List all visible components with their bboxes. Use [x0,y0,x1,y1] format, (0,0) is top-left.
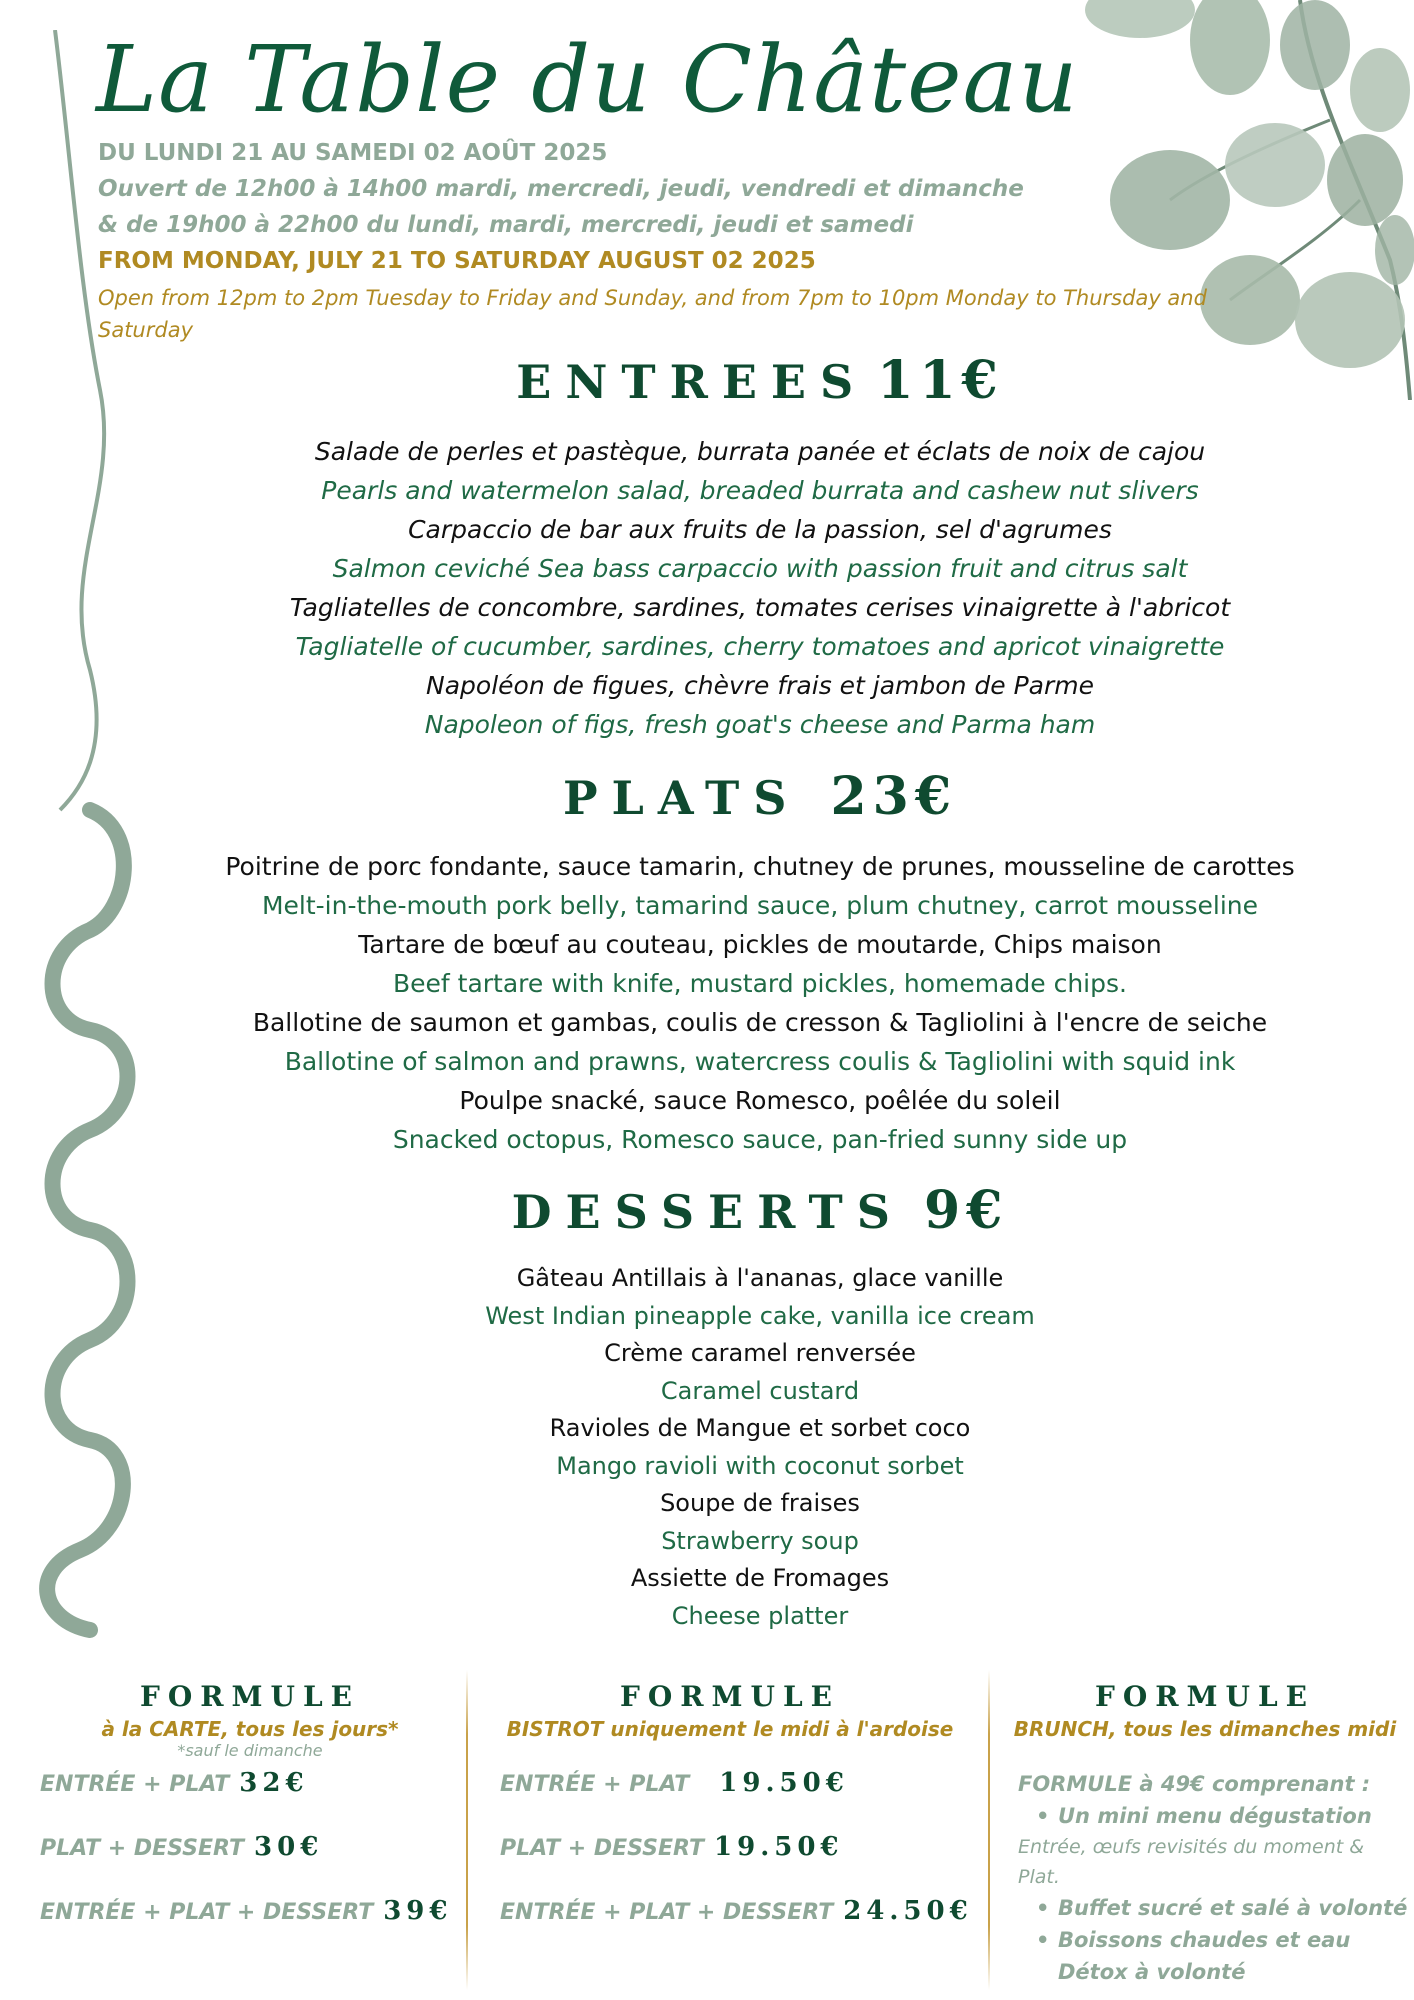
formule-brunch [1000,1680,1410,1741]
formule-price: 24.50€ [843,1896,973,1926]
list-item: Ballotine of salmon and prawns, watercress coulis & Tagliolini with squid ink [284,1047,1236,1076]
list-item: Carpaccio de bar aux fruits de la passion, sel d'agrumes [408,515,1112,544]
formule-carte-row [40,1832,323,1862]
plats-heading [150,766,1370,827]
formule-bistrot-title: FORMULE [620,1680,840,1713]
formule-label: PLAT + DESSERT [40,1836,245,1861]
desserts-list [150,1260,1370,1635]
formule-brunch-subtitle: BRUNCH, tous les dimanches midi [1013,1717,1397,1741]
formule-carte-note: *sauf le dimanche [177,1741,323,1760]
formule-bistrot-row [500,1832,844,1862]
brunch-bullet: • Boissons chaudes et eau Détox à volonté [1018,1924,1408,1988]
list-item: Poitrine de porc fondante, sauce tamarin, chutney de prunes, mousseline de carottes [225,852,1295,881]
list-item: Pearls and watermelon salad, breaded burrata and cashew nut slivers [321,476,1199,505]
formule-divider-2 [988,1670,990,1990]
brunch-intro: FORMULE à 49€ comprenant : [1018,1772,1371,1796]
english-dates: FROM MONDAY, JULY 21 TO SATURDAY AUGUST 02 2025 [98,248,816,274]
formule-carte-row [40,1896,452,1926]
list-item: Poulpe snacké, sauce Romesco, poêlée du soleil [459,1086,1061,1115]
formule-carte-title: FORMULE [140,1680,360,1713]
formule-brunch-details [1018,1768,1408,1988]
formule-price: 32€ [239,1768,309,1798]
list-item: Napoléon de figues, chèvre frais et jambon de Parme [426,671,1094,700]
formule-carte-subtitle: à la CARTE, tous les jours* [101,1717,399,1741]
list-item: West Indian pineapple cake, vanilla ice cream [485,1301,1035,1330]
list-item: Ravioles de Mangue et sorbet coco [549,1414,971,1442]
french-dates: DU LUNDI 21 AU SAMEDI 02 AOÛT 2025 [98,140,608,166]
desserts-heading [150,1180,1370,1241]
formule-price: 39€ [383,1896,453,1926]
brunch-detail: Entrée, œufs revisités du moment & Plat. [1018,1836,1365,1888]
entrees-price: 11€ [877,350,1004,411]
formule-label: ENTRÉE + PLAT [500,1772,690,1797]
formule-bistrot-row [500,1768,849,1798]
brunch-bullet: • Un mini menu dégustation [1018,1800,1408,1832]
list-item: Tagliatelle of cucumber, sardines, cherry tomatoes and apricot vinaigrette [295,632,1225,661]
entrees-title: ENTREES [516,355,868,409]
english-hours: Open from 12pm to 2pm Tuesday to Friday and Sunday, and from 7pm to 10pm Monday to Thursday and Saturday [98,286,1207,342]
formule-carte-row [40,1768,309,1798]
list-item: Strawberry soup [661,1526,859,1555]
french-hours-dinner: & de 19h00 à 22h00 du lundi, mardi, mercredi, jeudi et samedi [98,212,914,238]
list-item: Tartare de bœuf au couteau, pickles de moutarde, Chips maison [358,930,1162,959]
restaurant-title: La Table du Château [96,26,1079,133]
plats-title: PLATS [562,771,801,825]
brunch-bullet: • Buffet sucré et salé à volonté [1018,1892,1408,1924]
list-item: Salade de perles et pastèque, burrata panée et éclats de noix de cajou [314,437,1206,466]
formule-price: 30€ [254,1832,324,1862]
list-item: Napoleon of figs, fresh goat's cheese and Parma ham [424,710,1096,739]
formule-label: ENTRÉE + PLAT [40,1772,230,1797]
list-item: Assiette de Fromages [630,1564,890,1592]
plats-list [150,847,1370,1159]
desserts-title: DESSERTS [511,1185,904,1239]
list-item: Melt-in-the-mouth pork belly, tamarind sauce, plum chutney, carrot mousseline [261,891,1259,920]
formule-label: PLAT + DESSERT [500,1836,705,1861]
list-item: Soupe de fraises [660,1489,860,1517]
list-item: Salmon ceviché Sea bass carpaccio with passion fruit and citrus salt [332,554,1188,583]
list-item: Caramel custard [660,1376,860,1405]
list-item: Ballotine de saumon et gambas, coulis de cresson & Tagliolini à l'encre de seiche [252,1008,1268,1037]
desserts-price: 9€ [923,1180,1009,1241]
formule-price: 19.50€ [719,1768,849,1798]
formule-label: ENTRÉE + PLAT + DESSERT [40,1900,374,1925]
formule-carte [40,1680,460,1760]
formule-price: 19.50€ [714,1832,844,1862]
list-item: Gâteau Antillais à l'ananas, glace vanille [516,1264,1004,1292]
list-item: Mango ravioli with coconut sorbet [556,1451,964,1480]
list-item: Tagliatelles de concombre, sardines, tomates cerises vinaigrette à l'abricot [289,593,1231,622]
formule-brunch-title: FORMULE [1095,1680,1315,1713]
formule-bistrot [480,1680,980,1741]
french-hours-lunch: Ouvert de 12h00 à 14h00 mardi, mercredi, jeudi, vendredi et dimanche [98,176,1024,202]
formule-label: ENTRÉE + PLAT + DESSERT [500,1900,834,1925]
list-item: Beef tartare with knife, mustard pickles, homemade chips. [393,969,1127,998]
entrees-heading [150,350,1370,411]
list-item: Crème caramel renversée [604,1339,916,1367]
entrees-list [150,432,1370,744]
plats-price: 23€ [830,766,958,827]
list-item: Snacked octopus, Romesco sauce, pan-fried sunny side up [392,1125,1128,1154]
menu-script-text [0,1175,20,1260]
formule-bistrot-row [500,1896,973,1926]
list-item: Cheese platter [671,1601,849,1630]
formule-bistrot-subtitle: BISTROT uniquement le midi à l'ardoise [506,1717,954,1741]
formule-divider-1 [466,1670,468,1990]
